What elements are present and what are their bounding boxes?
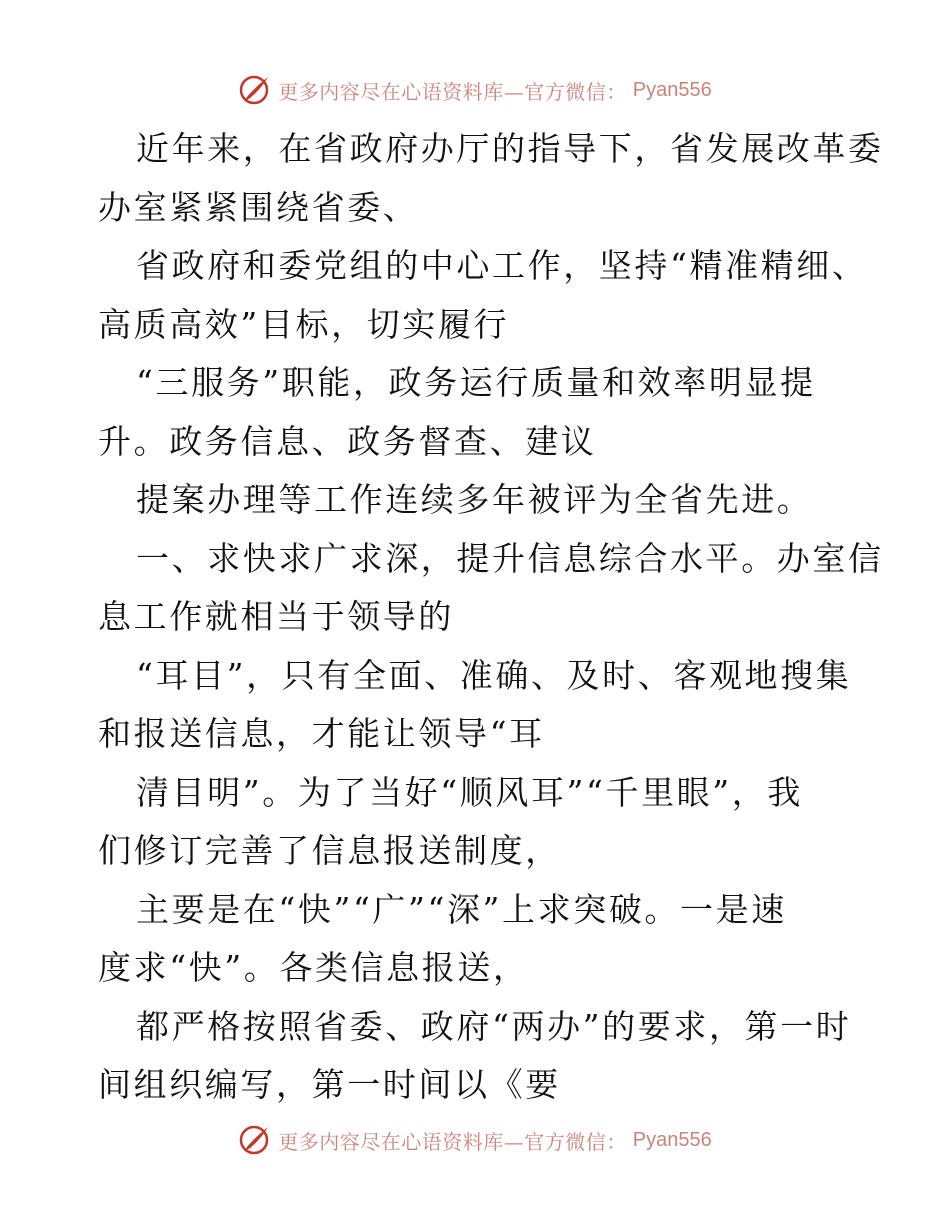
text-line: 提案办理等工作连续多年被评为全省先进。 bbox=[136, 480, 813, 519]
text-line: 省政府和委党组的中心工作，坚持“精准精细、 bbox=[136, 246, 868, 285]
text-line: “耳目”，只有全面、准确、及时、客观地搜集 bbox=[136, 655, 852, 695]
text-line: 息工作就相当于领导的 bbox=[98, 597, 454, 636]
red-feather-seal-icon bbox=[238, 73, 272, 107]
text-line: 高质高效”目标，切实履行 bbox=[98, 304, 510, 344]
text-line: 一、求快求广求深，提升信息综合水平。办室信 bbox=[136, 538, 884, 578]
watermark-text: 更多内容尽在心语资料库—官方微信： bbox=[278, 79, 627, 104]
watermark-text: 更多内容尽在心语资料库—官方微信： bbox=[278, 1129, 627, 1154]
watermark-account: Pyan556 bbox=[632, 1128, 712, 1151]
text-line: 升。政务信息、政务督查、建议 bbox=[98, 421, 597, 461]
text-line: 办室紧紧围绕省委、 bbox=[98, 187, 419, 227]
text-line: 都严格按照省委、政府“两办”的要求，第一时 bbox=[136, 1006, 852, 1046]
text-line: 主要是在“快”“广”“深”上求突破。一是速 bbox=[136, 889, 787, 929]
text-line: 近年来，在省政府办厅的指导下，省发展改革委 bbox=[136, 129, 884, 168]
text-line: “三服务”职能，政务运行质量和效率明显提 bbox=[136, 363, 816, 402]
red-feather-seal-icon bbox=[238, 1123, 272, 1157]
watermark-banner-top bbox=[0, 70, 950, 110]
document-body bbox=[98, 120, 884, 1115]
text-line: 度求“快”。各类信息报送， bbox=[98, 948, 529, 987]
watermark-account: Pyan556 bbox=[632, 78, 712, 101]
text-line: 们修订完善了信息报送制度， bbox=[98, 831, 561, 870]
text-line: 间组织编写，第一时间以《要 bbox=[98, 1065, 561, 1104]
text-line: 和报送信息，才能让领导“耳 bbox=[98, 714, 545, 753]
text-line: 清目明”。为了当好“顺风耳”“千里眼”，我 bbox=[136, 772, 803, 812]
watermark-banner-bottom bbox=[0, 1120, 950, 1160]
